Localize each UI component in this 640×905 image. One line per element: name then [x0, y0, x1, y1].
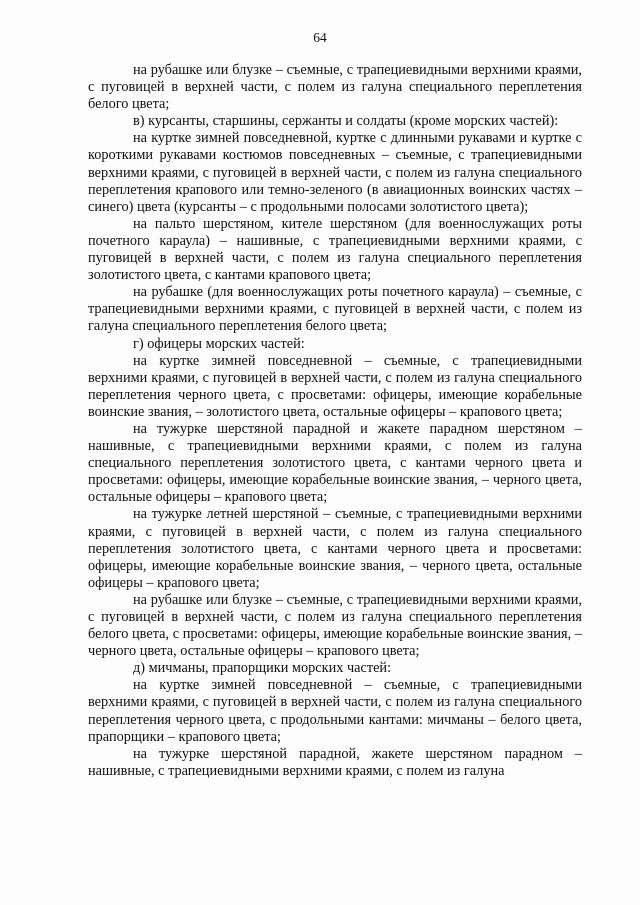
paragraph: в) курсанты, старшины, сержанты и солдаты (кроме морских частей): [133, 113, 559, 130]
paragraph: на рубашке (для военнослужащих роты почетного караула) – съемные, с трапециевидными верхними краями, с пуговицей в верхней части, с полем из галуна специального переплетения белого цвета; [88, 284, 582, 335]
paragraph: на тужурке шерстяной парадной и жакете парадном шерстяном – нашивные, с трапециевидными верхними краями, с полем из галуна специального переплетения золотистого цвета, с кантами черного цвета и просветами: офицеры, имеющие корабельные воинские звания, – черного цвета, остальные офицеры – крапового цвета; [88, 420, 582, 506]
paragraph: на рубашке или блузке – съемные, с трапециевидными верхними краями, с пуговицей в верхней части, с полем из галуна специального переплетения белого цвета, с просветами: офицеры, имеющие корабельные воинские звания, – черного цвета, остальные офицеры – крапового цвета; [88, 591, 582, 660]
paragraph: на куртке зимней повседневной – съемные, с трапециевидными верхними краями, с пуговицей в верхней части, с полем из галуна специального переплетения черного цвета, с просветами: офицеры, имеющие корабельные воинские звания, – золотистого цвета, остальные офицеры – крапового цвета; [88, 352, 582, 420]
paragraph: на пальто шерстяном, кителе шерстяном (для военнослужащих роты почетного караула) – нашивные, с трапециевидными верхними краями, с пуговицей в верхней части, с полем из галуна специального переплетения золотистого цвета, с кантами крапового цвета; [88, 215, 582, 284]
paragraph: на куртке зимней повседневной, куртке с длинными рукавами и куртке с короткими рукавами костюмов повседневных – съемные, с трапециевидными верхними краями, с пуговицей в верхней части, с полем из галуна специального переплетения крапового или темно-зеленого (в авиационных воинских частях – синего) цвета (курсанты – с продольными полосами золотистого цвета); [88, 130, 582, 215]
document-body [88, 62, 582, 780]
paragraph: г) офицеры морских частей: [133, 335, 305, 352]
paragraph: на рубашке или блузке – съемные, с трапециевидными верхними краями, с пуговицей в верхней части, с полем из галуна специального переплетения белого цвета; [88, 62, 582, 113]
paragraph: на тужурке шерстяной парадной, жакете шерстяном парадном – нашивные, с трапециевидными верхними краями, с полем из галуна [88, 745, 582, 779]
page-number: 64 [313, 30, 327, 45]
paragraph: на куртке зимней повседневной – съемные, с трапециевидными верхними краями, с пуговицей в верхней части, с полем из галуна специального переплетения черного цвета, с продольными кантами: мичманы – белого цвета, прапорщики – крапового цвета; [88, 677, 582, 745]
paragraph: д) мичманы, прапорщики морских частей: [133, 660, 392, 677]
paragraph: на тужурке летней шерстяной – съемные, с трапециевидными верхними краями, с пуговицей в верхней части, с полем из галуна специального переплетения золотистого цвета, с кантами черного цвета и просветами: офицеры, имеющие корабельные воинские звания, – черного цвета, остальные офицеры – крапового цвета; [88, 506, 582, 591]
